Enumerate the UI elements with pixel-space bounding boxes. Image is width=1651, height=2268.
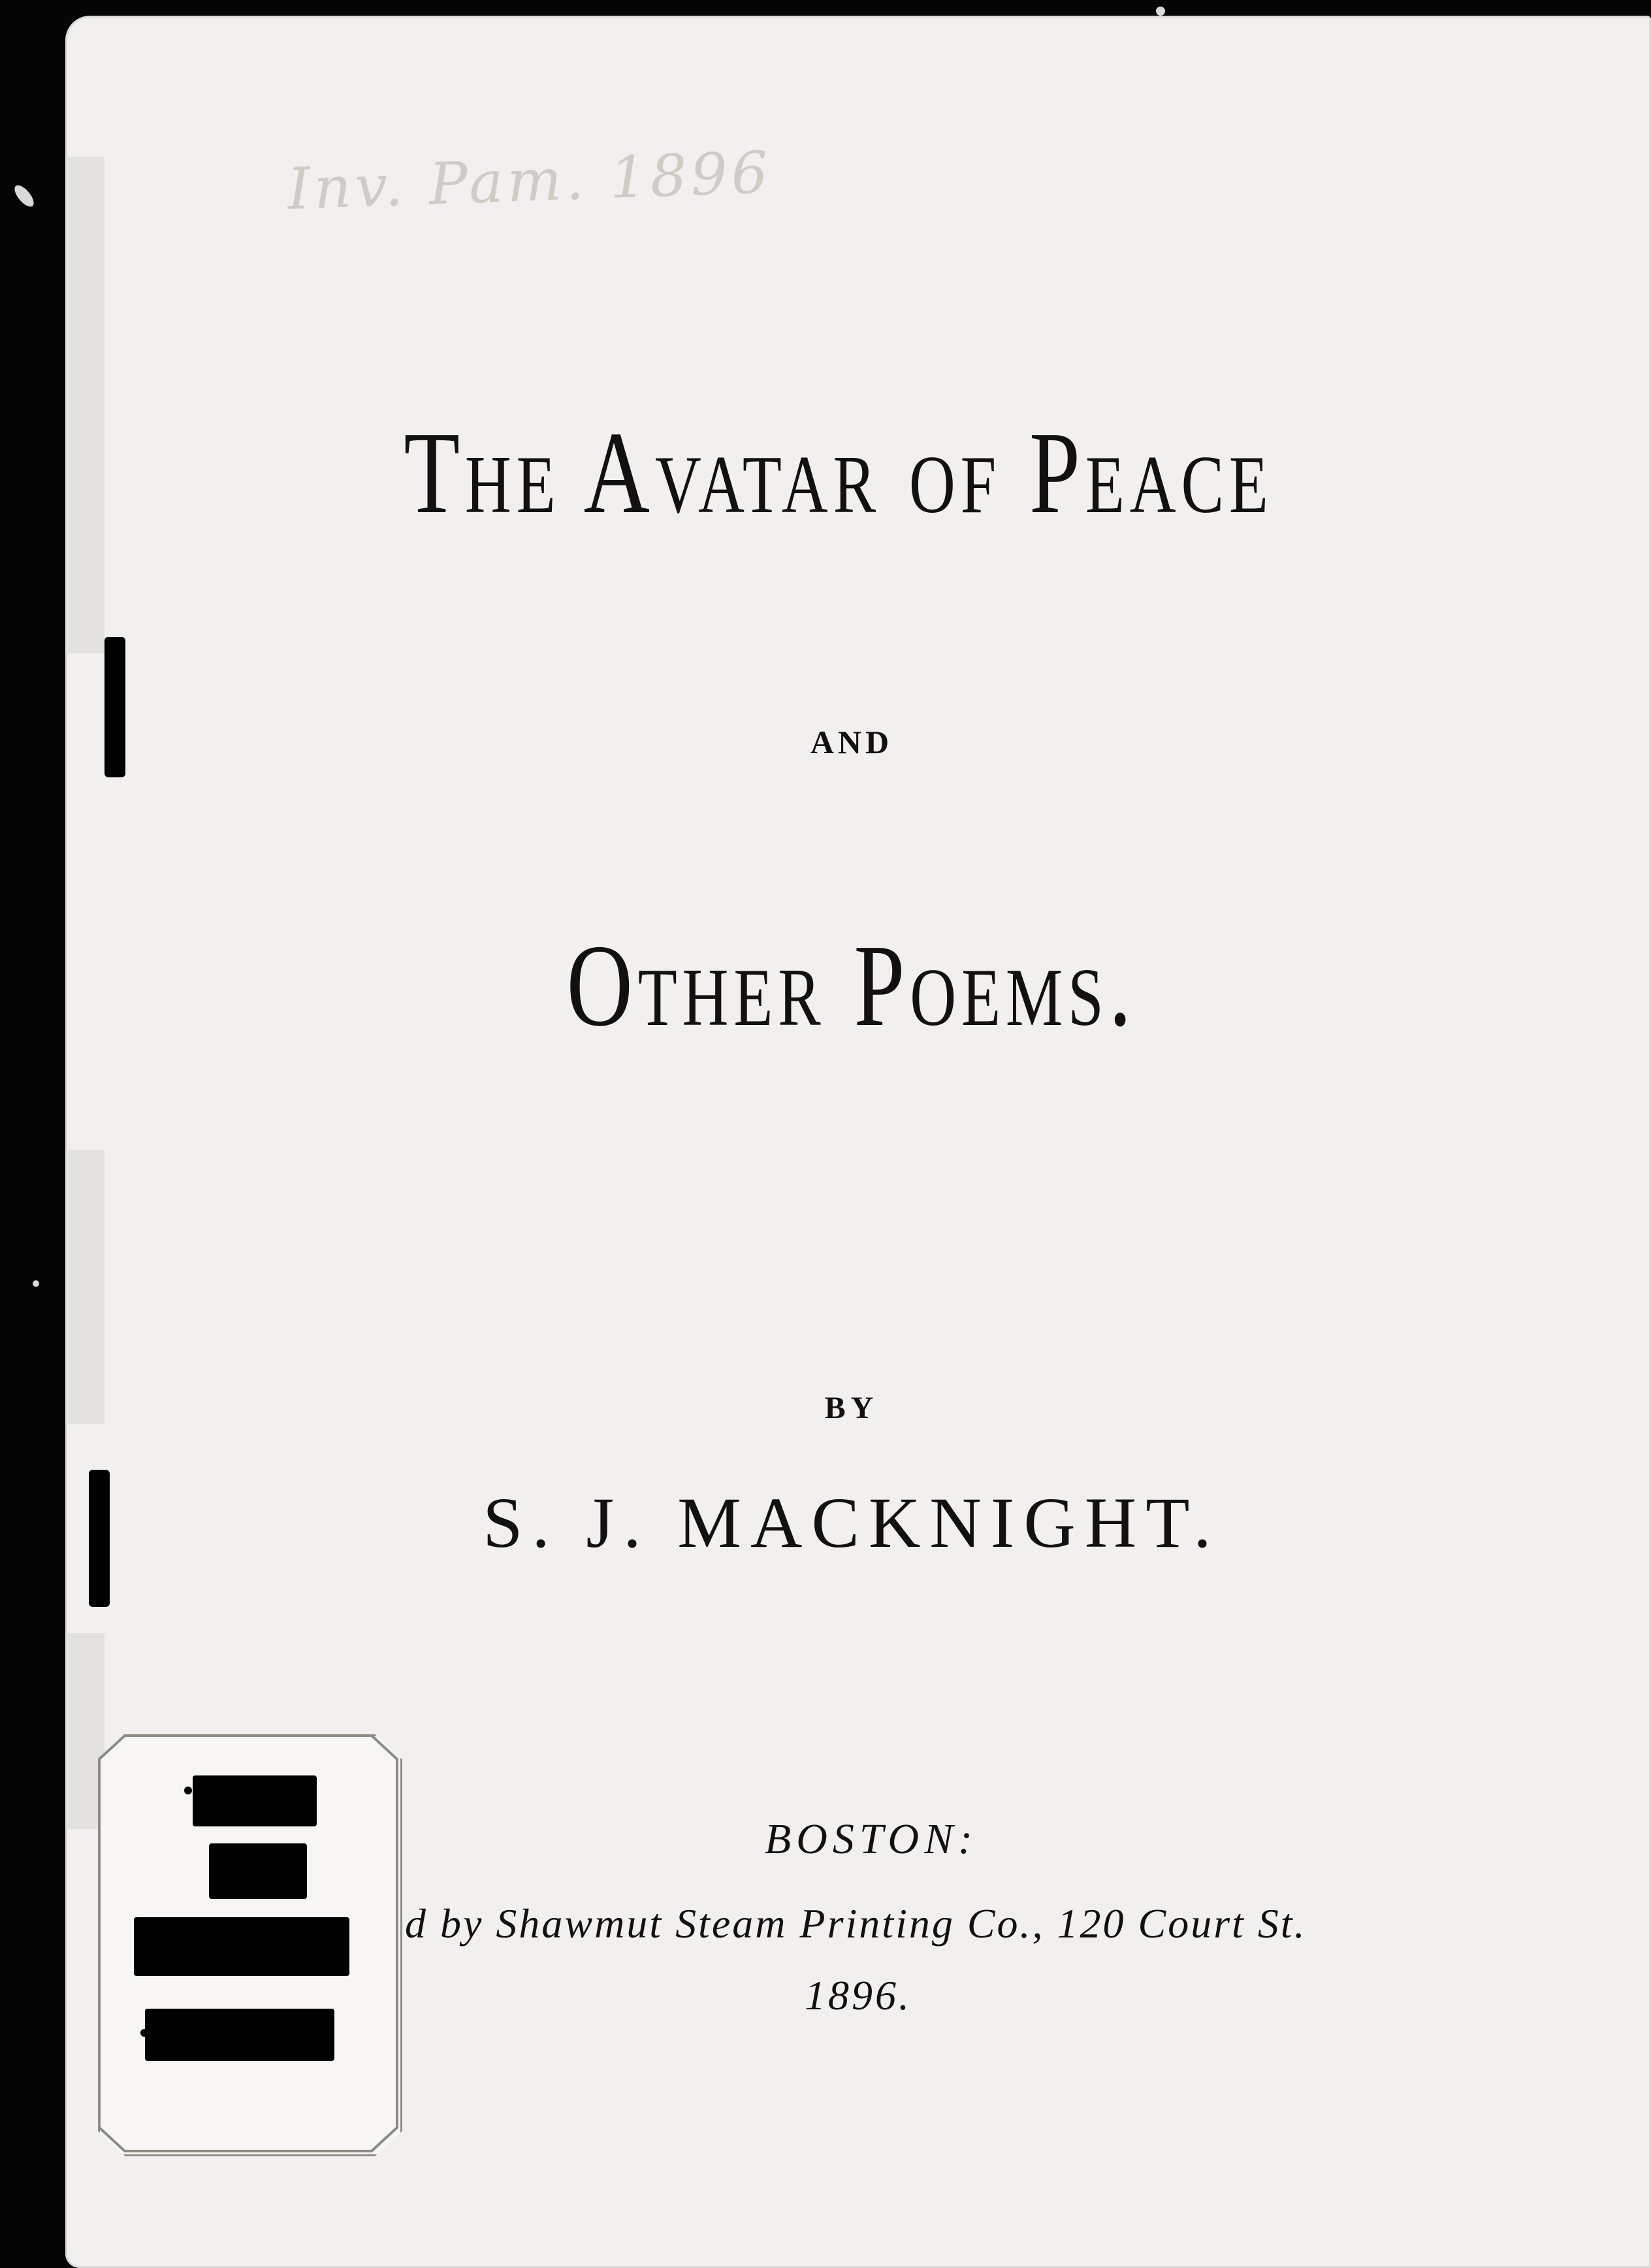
speck	[1156, 7, 1165, 16]
speck	[11, 182, 37, 210]
page-title: The Avatar of Peace	[404, 408, 1274, 538]
author-name: S. J. MACKNIGHT.	[483, 1483, 1221, 1563]
ink-dot	[221, 1952, 229, 1960]
title-conjunction: and	[810, 711, 893, 764]
by-label: BY	[824, 1391, 879, 1425]
torn-spine-edge	[65, 1150, 104, 1424]
redaction-bar	[209, 1843, 307, 1899]
redaction-bar	[134, 1917, 349, 1976]
imprint-printer: d by Shawmut Steam Printing Co., 120 Court St.	[405, 1900, 1307, 1947]
imprint-year: 1896.	[805, 1972, 912, 2018]
imprint-city: BOSTON:	[764, 1815, 978, 1863]
torn-spine-edge	[65, 157, 104, 653]
redaction-bar	[145, 2009, 334, 2061]
speck	[33, 1280, 39, 1287]
redaction-bar	[193, 1775, 317, 1826]
ink-dot	[184, 1787, 192, 1794]
pencil-annotation: Inv. Pam. 1896	[286, 138, 773, 223]
ink-dot	[140, 2029, 148, 2037]
page-subtitle: Other Poems.	[566, 920, 1137, 1050]
